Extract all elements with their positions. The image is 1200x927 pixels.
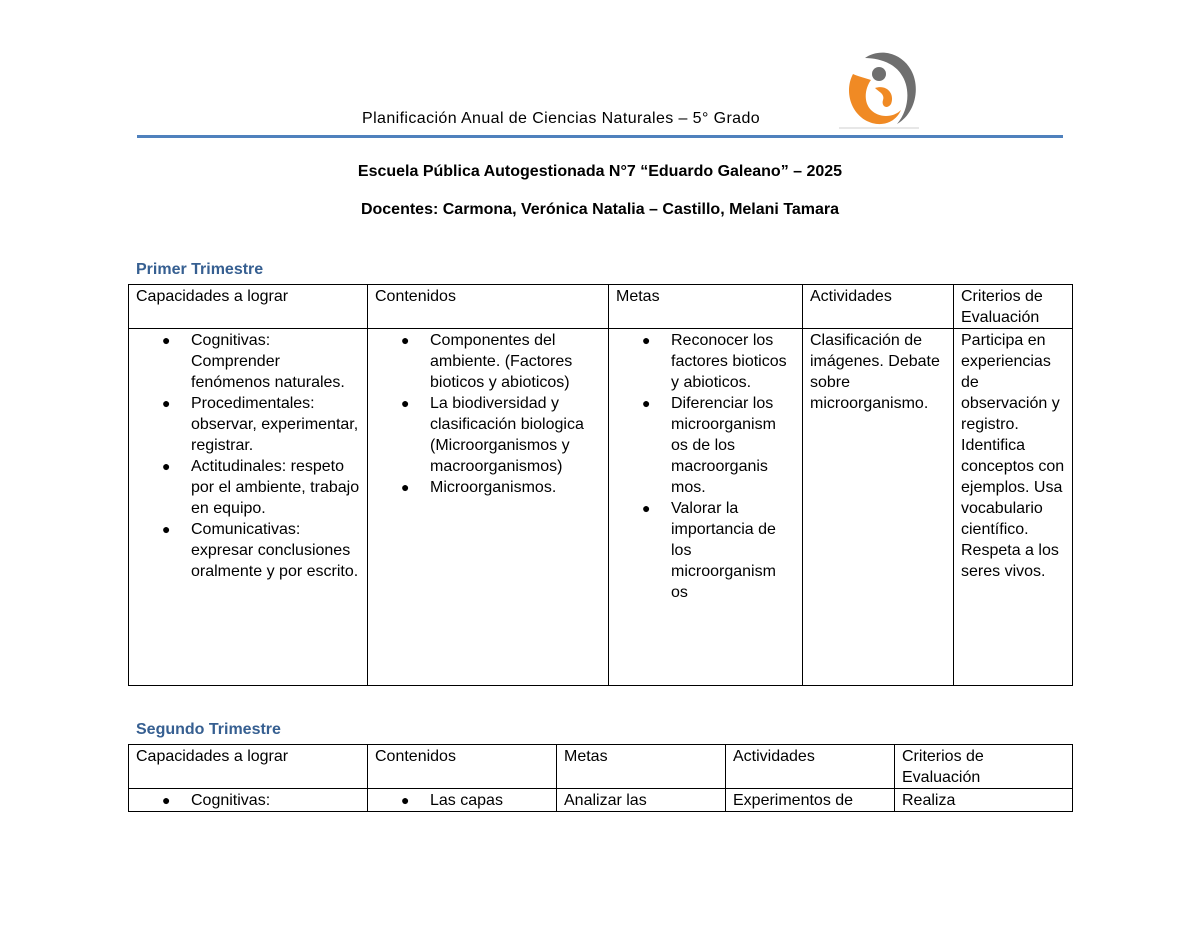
table-header-row (129, 745, 1073, 789)
bullet-icon: ● (642, 395, 651, 411)
header-cell: Metas (557, 745, 726, 789)
header-cell: Contenidos (368, 285, 609, 329)
list-item: ● Las capas (401, 792, 503, 809)
table-header-row (129, 285, 1073, 329)
header-cell: Criterios de Evaluación (954, 285, 1073, 329)
capacidades-cell (129, 789, 368, 812)
actividades-cell: Experimentos de (726, 789, 895, 812)
bullet-icon: ● (401, 395, 410, 411)
list-item: ● Microorganismos. (401, 479, 557, 496)
contenidos-cell (368, 329, 609, 686)
header-cell: Contenidos (368, 745, 557, 789)
bullet-icon: ● (401, 479, 410, 495)
table-row (129, 789, 1073, 812)
list-item: ● Procedimentales: observar, experimentar, registrar. (162, 395, 359, 454)
bullet-icon: ● (401, 792, 410, 808)
header-cell: Actividades (803, 285, 954, 329)
plan-table-segundo-trimestre (128, 744, 1073, 812)
actividades-cell: Clasificación de imágenes. Debate sobre microorganismo. (803, 329, 954, 686)
table-row (129, 329, 1073, 686)
bullet-icon: ● (162, 332, 171, 348)
list-item: ● Cognitivas: Comprender fenómenos naturales. (162, 332, 345, 391)
capacidades-cell (129, 329, 368, 686)
contenidos-cell (368, 789, 557, 812)
bullet-icon: ● (401, 332, 410, 348)
list-item: ● Componentes del ambiente. (Factores bioticos y abioticos) (401, 332, 573, 391)
school-logo (835, 44, 923, 132)
header-cell: Actividades (726, 745, 895, 789)
section-title-segundo-trimestre: Segundo Trimestre (136, 721, 281, 738)
header-cell: Metas (609, 285, 803, 329)
school-name: Escuela Pública Autogestionada N°7 “Eduardo Galeano” – 2025 (357, 163, 843, 180)
header-cell: Criterios de Evaluación (895, 745, 1073, 789)
plan-table-primer-trimestre (128, 284, 1073, 686)
header-cell: Capacidades a lograr (129, 285, 368, 329)
bullet-icon: ● (162, 792, 171, 808)
list-item: ● Actitudinales: respeto por el ambiente, trabajo en equipo. (162, 458, 360, 517)
bullet-icon: ● (162, 395, 171, 411)
list-item: ● Diferenciar los microorganism os de los macroorganis mos. (642, 395, 776, 496)
teachers-line: Docentes: Carmona, Verónica Natalia – Castillo, Melani Tamara (360, 201, 840, 218)
section-title-primer-trimestre: Primer Trimestre (136, 261, 264, 278)
header-rule (137, 135, 1063, 138)
criterios-cell: Participa en experiencias de observación y registro. Identifica conceptos con ejemplos. Usa vocabulario científico. Respeta a los seres vivos. (954, 329, 1073, 686)
metas-cell (609, 329, 803, 686)
header-cell: Capacidades a lograr (129, 745, 368, 789)
list-item: ● Cognitivas: (162, 792, 271, 809)
list-item: ● La biodiversidad y clasificación biologica (Microorganismos y macroorganismos) (401, 395, 584, 475)
list-item: ● Reconocer los factores bioticos y abioticos. (642, 332, 787, 391)
list-item: ● Valorar la importancia de los microorganism os (642, 500, 776, 601)
list-item: ● Comunicativas: expresar conclusiones oralmente y por escrito. (162, 521, 359, 580)
document-title: Planificación Anual de Ciencias Naturales – 5° Grado (362, 110, 761, 127)
bullet-icon: ● (642, 332, 651, 348)
bullet-icon: ● (162, 521, 171, 537)
metas-cell: Analizar las (557, 789, 726, 812)
bullet-icon: ● (162, 458, 171, 474)
criterios-cell: Realiza (895, 789, 1073, 812)
bullet-icon: ● (642, 500, 651, 516)
